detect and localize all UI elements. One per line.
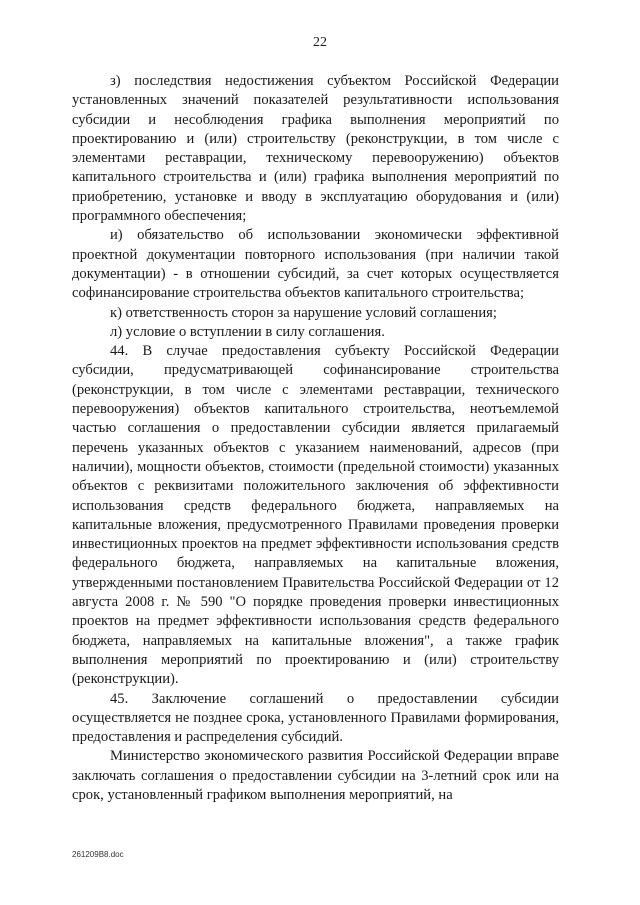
paragraph-section-45: 45. Заключение соглашений о предоставлении субсидии осуществляется не позднее срока, установленного Правилами формирования, предоставления и распределения субсидий. xyxy=(72,690,559,746)
paragraph-section-44: 44. В случае предоставления субъекту Российской Федерации субсидии, предусматривающей софинансирование строительства (реконструкции, в том числе с элементами реставрации, технического перевооружения) объектов капитального строительства, неотъемлемой частью соглашения о предоставлении субсидии является прилагаемый перечень указанных объектов с указанием наименований, адресов (при наличии), мощности объектов, стоимости (предельной стоимости) указанных объектов с реквизитами положительного заключения об эффективности использования средств федерального бюджета, направляемых на капитальные вложения, предусмотренного Правилами проведения проверки инвестиционных проектов на предмет эффективности использования средств федерального бюджета, направляемых на капитальные вложения, утвержденными постановлением Правительства Российской Федерации от 12 августа 2008 г. № 590 "О порядке проведения проверки инвестиционных проектов на предмет эффективности использования средств федерального бюджета, направляемых на капитальные вложения", а также график выполнения мероприятий по проектированию и (или) строительству (реконструкции). xyxy=(72,343,559,688)
paragraph-clause-k: к) ответственность сторон за нарушение условий соглашения; xyxy=(110,304,497,321)
document-body xyxy=(72,72,559,805)
paragraph-ministry: Министерство экономического развития Российской Федерации вправе заключать соглашения о предоставлении субсидии на 3-летний срок или на срок, установленный графиком выполнения мероприятий, на xyxy=(72,748,559,803)
footer-document-code: 261209B8.doc xyxy=(72,850,124,859)
paragraph-clause-l: л) условие о вступлении в силу соглашения. xyxy=(110,323,385,340)
page-number: 22 xyxy=(313,35,327,50)
paragraph-clause-z: з) последствия недостижения субъектом Российской Федерации установленных значений показателей результативности использования субсидии и несоблюдения графика выполнения мероприятий по проектированию и (или) строительству (реконструкции, в том числе с элементами реставрации, техническому перевооружению) объектов капитального строительства и (или) графика выполнения мероприятий по приобретению, установке и вводу в эксплуатацию оборудования и (или) программного обеспечения; xyxy=(72,73,559,225)
paragraph-clause-i: и) обязательство об использовании экономически эффективной проектной документации повторного использования (при наличии такой документации) - в отношении субсидий, за счет которых осуществляется софинансирование строительства объектов капитального строительства; xyxy=(72,227,559,302)
